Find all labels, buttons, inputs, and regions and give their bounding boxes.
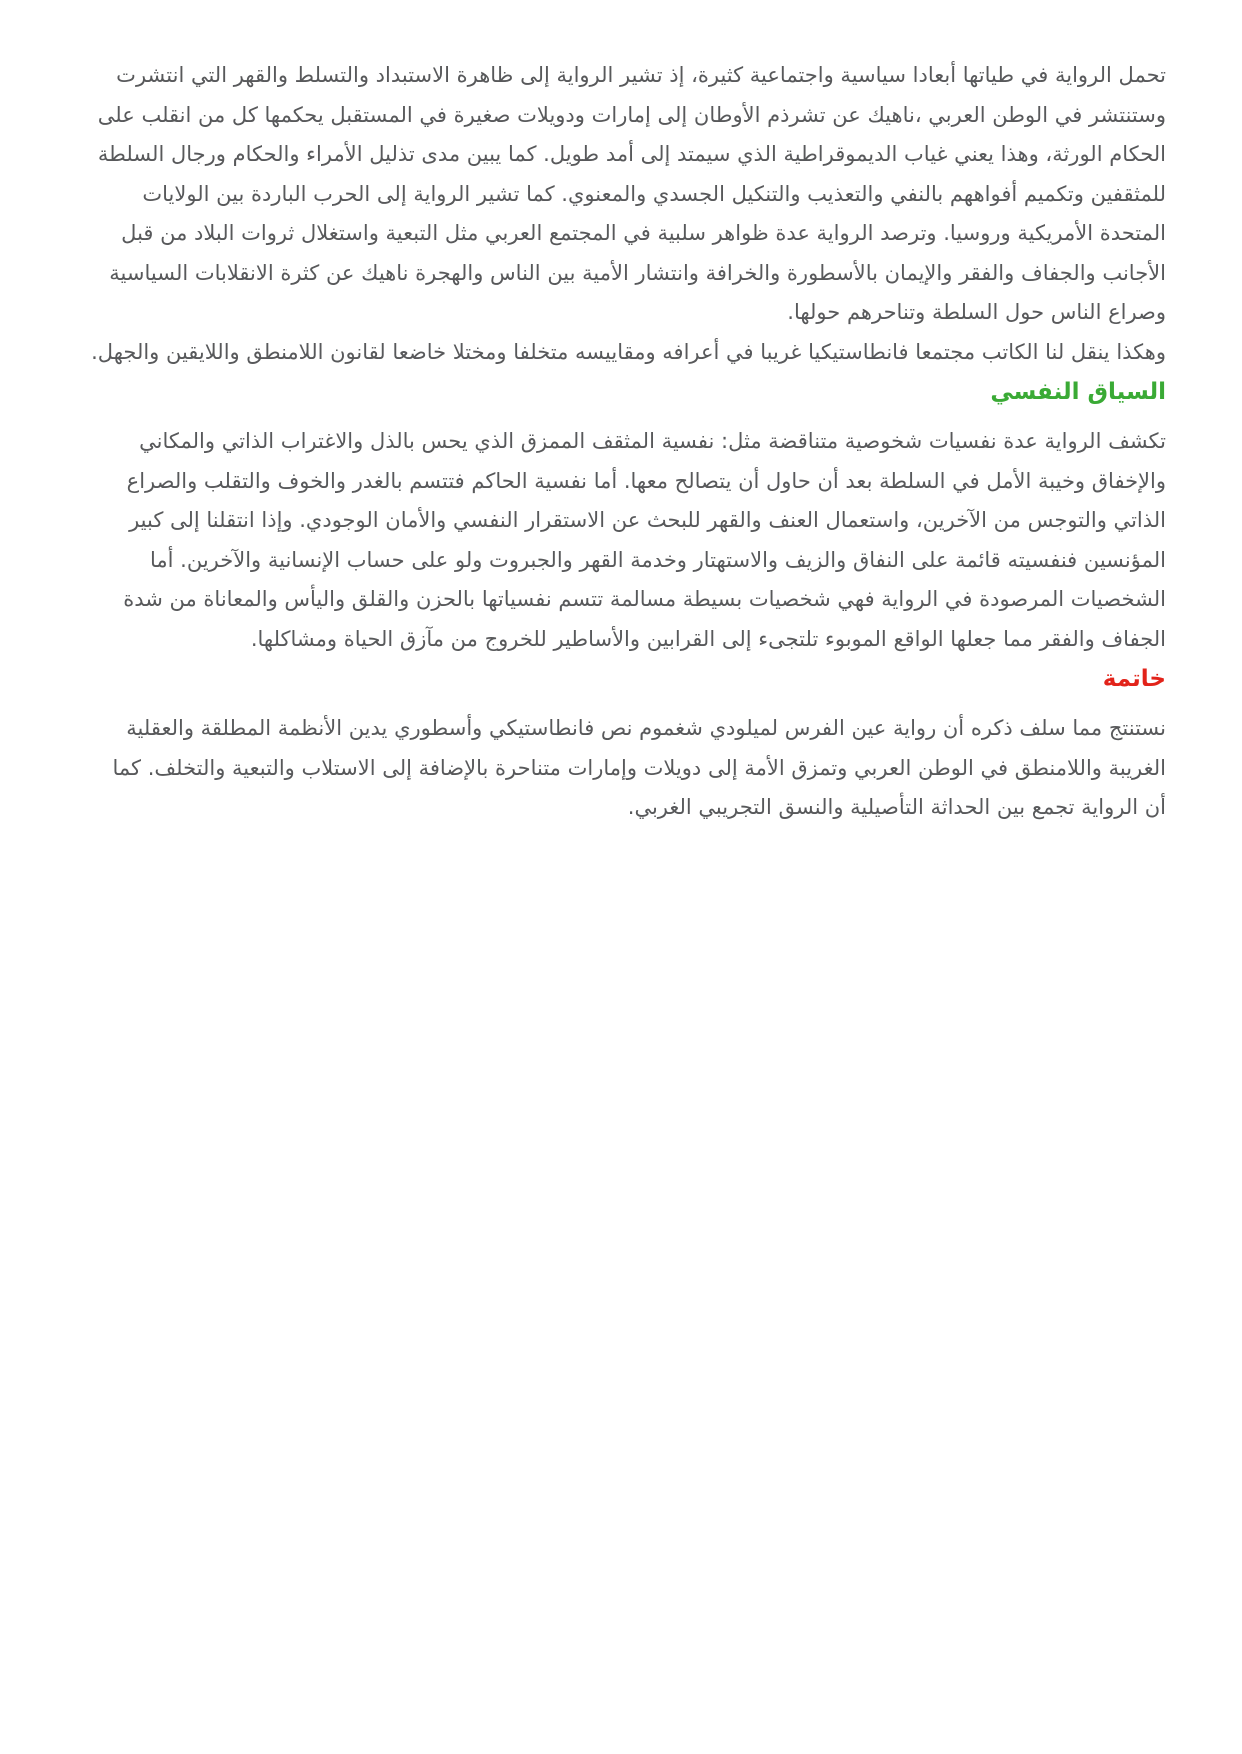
psychological-context-heading: السياق النفسي	[990, 379, 1166, 405]
intro-paragraph-1: تحمل الرواية في طياتها أبعادا سياسية واجتماعية كثيرة، إذ تشير الرواية إلى ظاهرة الاستبداد والتسلط والقهر التي انتشرت وستنتشر في الوطن العربي ،ناهيك عن تشرذم الأوطان إلى إمارات ودويلات صغيرة في المستقبل يحكمها كل من انقلب على الحكام الورثة، وهذا يعني غياب الديموقراطية الذي سيمتد إلى أمد طويل. كما يبين مدى تذليل الأمراء والحكام ورجال السلطة للمثقفين وتكميم أفواههم بالنفي والتعذيب والتنكيل الجسدي والمعنوي. كما تشير الرواية إلى الحرب الباردة بين الولايات المتحدة الأمريكية وروسيا. وترصد الرواية عدة ظواهر سلبية في المجتمع العربي مثل التبعية واستغلال ثروات البلاد من قبل الأجانب والجفاف والفقر والإيمان بالأسطورة والخرافة وانتشار الأمية بين الناس والهجرة ناهيك عن كثرة الانقلابات السياسية وصراع الناس حول السلطة وتناحرهم حولها.	[97, 63, 1166, 324]
conclusion-paragraph: نستنتج مما سلف ذكره أن رواية عين الفرس لميلودي شغموم نص فانطاستيكي وأسطوري يدين الأنظمة المطلقة والعقلية الغريبة واللامنطق في الوطن العربي وتمزق الأمة إلى دويلات وإمارات متناحرة بالإضافة إلى الاستلاب والتبعية والتخلف. كما أن الرواية تجمع بين الحداثة التأصيلية والنسق التجريبي الغربي.	[112, 716, 1166, 819]
conclusion-heading: خاتمة	[1102, 666, 1166, 692]
document-page	[86, 56, 1166, 828]
psychological-context-paragraph: تكشف الرواية عدة نفسيات شخوصية متناقضة مثل: نفسية المثقف الممزق الذي يحس بالذل والاغتراب الذاتي والمكاني والإخفاق وخيبة الأمل في السلطة بعد أن حاول أن يتصالح معها. أما نفسية الحاكم فتتسم بالغدر والخوف والتقلب والصراع الذاتي والتوجس من الآخرين، واستعمال العنف والقهر للبحث عن الاستقرار النفسي والأمان الوجودي. وإذا انتقلنا إلى كبير المؤنسين فنفسيته قائمة على النفاق والزيف والاستهتار وخدمة القهر والجبروت ولو على حساب الإنسانية والآخرين. أما الشخصيات المرصودة في الرواية فهي شخصيات بسيطة مسالمة تتسم نفسياتها بالحزن والقلق واليأس والمعاناة من شدة الجفاف والفقر مما جعلها الواقع الموبوء تلتجىء إلى القرابين والأساطير للخروج من مآزق الحياة ومشاكلها.	[123, 429, 1166, 651]
intro-paragraph-2: وهكذا ينقل لنا الكاتب مجتمعا فانطاستيكيا غريبا في أعرافه ومقاييسه متخلفا ومختلا خاضعا لقانون اللامنطق واللايقين والجهل.	[91, 339, 1166, 364]
